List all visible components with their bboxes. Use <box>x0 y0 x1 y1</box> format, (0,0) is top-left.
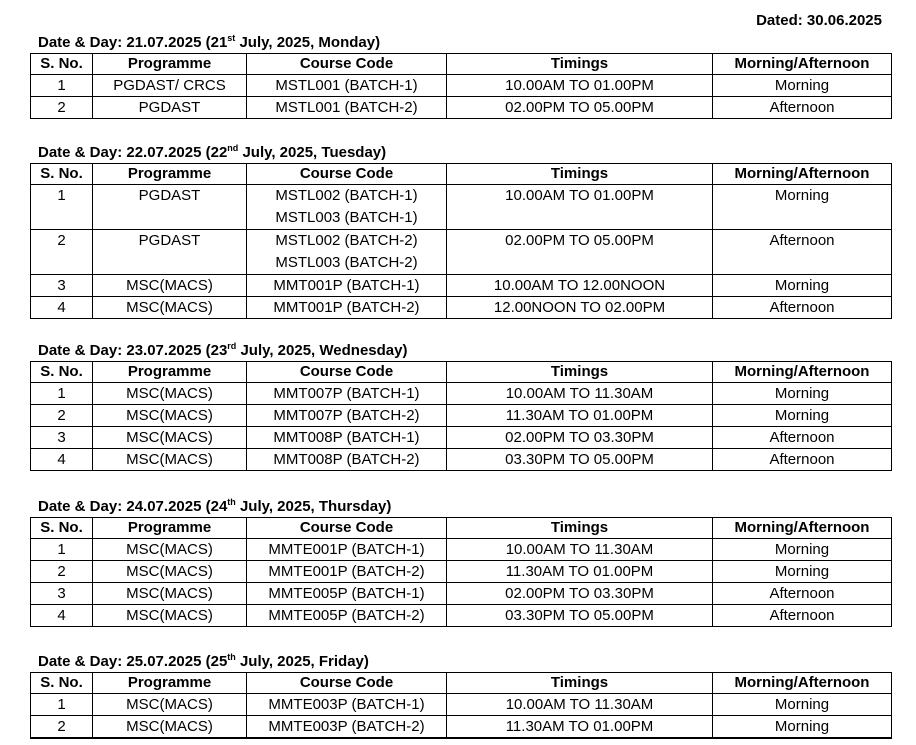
header-sno: S. No. <box>31 54 93 75</box>
course-code-cell: MMTE003P (BATCH-1) <box>247 694 447 716</box>
day-heading-ordinal: st <box>227 33 236 43</box>
course-code-cell: MMT001P (BATCH-2) <box>247 297 447 319</box>
header-timings: Timings <box>447 673 713 694</box>
course-code-cell: MMT001P (BATCH-1) <box>247 275 447 297</box>
programme-cell: PGDAST <box>93 230 247 275</box>
course-code-line: MSTL002 (BATCH-2) <box>275 232 418 249</box>
table-row <box>31 97 892 119</box>
session-cell: Afternoon <box>713 427 892 449</box>
programme-cell: PGDAST <box>93 97 247 119</box>
day-heading-rest: July, 2025, Thursday) <box>235 498 392 515</box>
empty-cell <box>93 738 247 739</box>
timing-cell: 02.00PM TO 03.30PM <box>447 583 713 605</box>
day-heading-text: Date & Day: 25.07.2025 (25 <box>38 653 228 670</box>
day-heading-ordinal: rd <box>227 341 237 351</box>
session-cell: Morning <box>713 405 892 427</box>
table-row <box>31 716 892 738</box>
table-row <box>31 427 892 449</box>
sno-cell: 1 <box>31 75 93 97</box>
table-row <box>31 297 892 319</box>
schedule-table <box>30 517 892 627</box>
header-timings: Timings <box>447 164 713 185</box>
day-heading-ordinal: th <box>227 652 236 662</box>
sno-cell: 3 <box>31 275 93 297</box>
timing-cell: 11.30AM TO 01.00PM <box>447 561 713 583</box>
programme-cell: MSC(MACS) <box>93 583 247 605</box>
schedule-table <box>30 53 892 119</box>
programme-cell: MSC(MACS) <box>93 449 247 471</box>
table-row <box>31 405 892 427</box>
schedule-table <box>30 163 892 319</box>
header-sno: S. No. <box>31 518 93 539</box>
table-row <box>31 539 892 561</box>
course-code-cell: MMT007P (BATCH-1) <box>247 383 447 405</box>
dated-label: Dated: 30.06.2025 <box>756 12 882 29</box>
day-block-2 <box>30 143 891 319</box>
day-heading <box>30 143 891 163</box>
header-sno: S. No. <box>31 362 93 383</box>
programme-cell: MSC(MACS) <box>93 383 247 405</box>
timing-cell: 03.30PM TO 05.00PM <box>447 605 713 627</box>
table-header-row <box>31 164 892 185</box>
table-header-row <box>31 518 892 539</box>
course-code-cell: MMTE005P (BATCH-1) <box>247 583 447 605</box>
programme-cell: MSC(MACS) <box>93 561 247 583</box>
day-block-4 <box>30 497 891 627</box>
sno-cell: 4 <box>31 449 93 471</box>
session-cell: Morning <box>713 185 892 230</box>
day-heading <box>30 497 891 517</box>
day-heading-text: Date & Day: 21.07.2025 (21 <box>38 34 228 51</box>
day-heading <box>30 341 891 361</box>
header-timings: Timings <box>447 362 713 383</box>
course-code-cell <box>247 185 447 230</box>
timing-cell: 02.00PM TO 03.30PM <box>447 427 713 449</box>
table-row <box>31 185 892 230</box>
sno-cell: 2 <box>31 716 93 738</box>
sno-cell: 2 <box>31 561 93 583</box>
programme-cell: MSC(MACS) <box>93 297 247 319</box>
day-heading-text: Date & Day: 23.07.2025 (23 <box>38 342 228 359</box>
header-programme: Programme <box>93 54 247 75</box>
day-heading-ordinal: th <box>227 497 236 507</box>
empty-cell <box>247 738 447 739</box>
header-sno: S. No. <box>31 164 93 185</box>
programme-cell: MSC(MACS) <box>93 605 247 627</box>
timing-cell: 02.00PM TO 05.00PM <box>447 230 713 275</box>
sno-cell: 2 <box>31 97 93 119</box>
header-course-code: Course Code <box>247 54 447 75</box>
schedule-table <box>30 361 892 471</box>
table-row <box>31 75 892 97</box>
day-heading <box>30 652 891 672</box>
sno-cell: 4 <box>31 297 93 319</box>
header-course-code: Course Code <box>247 362 447 383</box>
course-code-cell: MMT008P (BATCH-1) <box>247 427 447 449</box>
course-code-cell: MMTE005P (BATCH-2) <box>247 605 447 627</box>
header-sno: S. No. <box>31 673 93 694</box>
session-cell: Afternoon <box>713 449 892 471</box>
course-code-cell: MMTE001P (BATCH-2) <box>247 561 447 583</box>
session-cell: Morning <box>713 561 892 583</box>
day-block-1 <box>30 33 891 119</box>
timing-cell: 10.00AM TO 11.30AM <box>447 383 713 405</box>
programme-cell: MSC(MACS) <box>93 275 247 297</box>
session-cell: Afternoon <box>713 583 892 605</box>
course-code-line: MSTL003 (BATCH-2) <box>275 254 418 271</box>
day-heading-rest: July, 2025, Tuesday) <box>238 144 387 161</box>
timing-cell: 11.30AM TO 01.00PM <box>447 716 713 738</box>
header-programme: Programme <box>93 673 247 694</box>
day-heading-ordinal: nd <box>227 143 239 153</box>
timing-cell: 10.00AM TO 01.00PM <box>447 185 713 230</box>
timing-cell: 10.00AM TO 11.30AM <box>447 539 713 561</box>
session-cell: Afternoon <box>713 297 892 319</box>
header-session: Morning/Afternoon <box>713 518 892 539</box>
header-programme: Programme <box>93 362 247 383</box>
session-cell: Afternoon <box>713 97 892 119</box>
session-cell: Morning <box>713 716 892 738</box>
sno-cell: 1 <box>31 383 93 405</box>
session-cell: Morning <box>713 539 892 561</box>
programme-cell: PGDAST/ CRCS <box>93 75 247 97</box>
course-code-line: MSTL003 (BATCH-1) <box>275 209 418 226</box>
session-cell: Morning <box>713 75 892 97</box>
empty-cell <box>713 738 892 739</box>
empty-cell <box>31 738 93 739</box>
table-header-row <box>31 54 892 75</box>
sno-cell: 3 <box>31 427 93 449</box>
header-session: Morning/Afternoon <box>713 673 892 694</box>
timing-cell: 10.00AM TO 12.00NOON <box>447 275 713 297</box>
course-code-cell: MMTE001P (BATCH-1) <box>247 539 447 561</box>
table-row <box>31 449 892 471</box>
sno-cell: 1 <box>31 185 93 230</box>
header-session: Morning/Afternoon <box>713 362 892 383</box>
timing-cell: 10.00AM TO 11.30AM <box>447 694 713 716</box>
programme-cell: PGDAST <box>93 185 247 230</box>
day-block-5 <box>30 652 891 739</box>
table-row-partial <box>31 738 892 739</box>
table-row <box>31 275 892 297</box>
day-heading-text: Date & Day: 22.07.2025 (22 <box>38 144 228 161</box>
empty-cell <box>447 738 713 739</box>
schedule-table <box>30 672 892 739</box>
session-cell: Morning <box>713 383 892 405</box>
programme-cell: MSC(MACS) <box>93 539 247 561</box>
header-timings: Timings <box>447 518 713 539</box>
table-header-row <box>31 362 892 383</box>
table-row <box>31 383 892 405</box>
timing-cell: 10.00AM TO 01.00PM <box>447 75 713 97</box>
day-heading <box>30 33 891 53</box>
header-course-code: Course Code <box>247 164 447 185</box>
course-code-cell: MSTL001 (BATCH-2) <box>247 97 447 119</box>
table-row <box>31 230 892 275</box>
session-cell: Morning <box>713 275 892 297</box>
header-session: Morning/Afternoon <box>713 164 892 185</box>
header-course-code: Course Code <box>247 518 447 539</box>
session-cell: Morning <box>713 694 892 716</box>
header-timings: Timings <box>447 54 713 75</box>
day-heading-rest: July, 2025, Monday) <box>235 34 381 51</box>
day-heading-text: Date & Day: 24.07.2025 (24 <box>38 498 228 515</box>
sno-cell: 3 <box>31 583 93 605</box>
sno-cell: 1 <box>31 694 93 716</box>
course-code-cell: MMT008P (BATCH-2) <box>247 449 447 471</box>
timing-cell: 03.30PM TO 05.00PM <box>447 449 713 471</box>
session-cell: Afternoon <box>713 605 892 627</box>
programme-cell: MSC(MACS) <box>93 427 247 449</box>
day-heading-rest: July, 2025, Friday) <box>235 653 369 670</box>
sno-cell: 2 <box>31 405 93 427</box>
table-row <box>31 561 892 583</box>
table-row <box>31 694 892 716</box>
header-session: Morning/Afternoon <box>713 54 892 75</box>
table-row <box>31 605 892 627</box>
course-code-cell: MMT007P (BATCH-2) <box>247 405 447 427</box>
timing-cell: 12.00NOON TO 02.00PM <box>447 297 713 319</box>
timing-cell: 11.30AM TO 01.00PM <box>447 405 713 427</box>
course-code-line: MSTL002 (BATCH-1) <box>275 187 418 204</box>
course-code-cell <box>247 230 447 275</box>
sno-cell: 1 <box>31 539 93 561</box>
course-code-cell: MMTE003P (BATCH-2) <box>247 716 447 738</box>
programme-cell: MSC(MACS) <box>93 405 247 427</box>
timing-cell: 02.00PM TO 05.00PM <box>447 97 713 119</box>
course-code-cell: MSTL001 (BATCH-1) <box>247 75 447 97</box>
table-header-row <box>31 673 892 694</box>
header-programme: Programme <box>93 518 247 539</box>
programme-cell: MSC(MACS) <box>93 694 247 716</box>
header-programme: Programme <box>93 164 247 185</box>
day-block-3 <box>30 341 891 471</box>
day-heading-rest: July, 2025, Wednesday) <box>236 342 408 359</box>
sno-cell: 2 <box>31 230 93 275</box>
programme-cell: MSC(MACS) <box>93 716 247 738</box>
session-cell: Afternoon <box>713 230 892 275</box>
header-course-code: Course Code <box>247 673 447 694</box>
table-row <box>31 583 892 605</box>
sno-cell: 4 <box>31 605 93 627</box>
